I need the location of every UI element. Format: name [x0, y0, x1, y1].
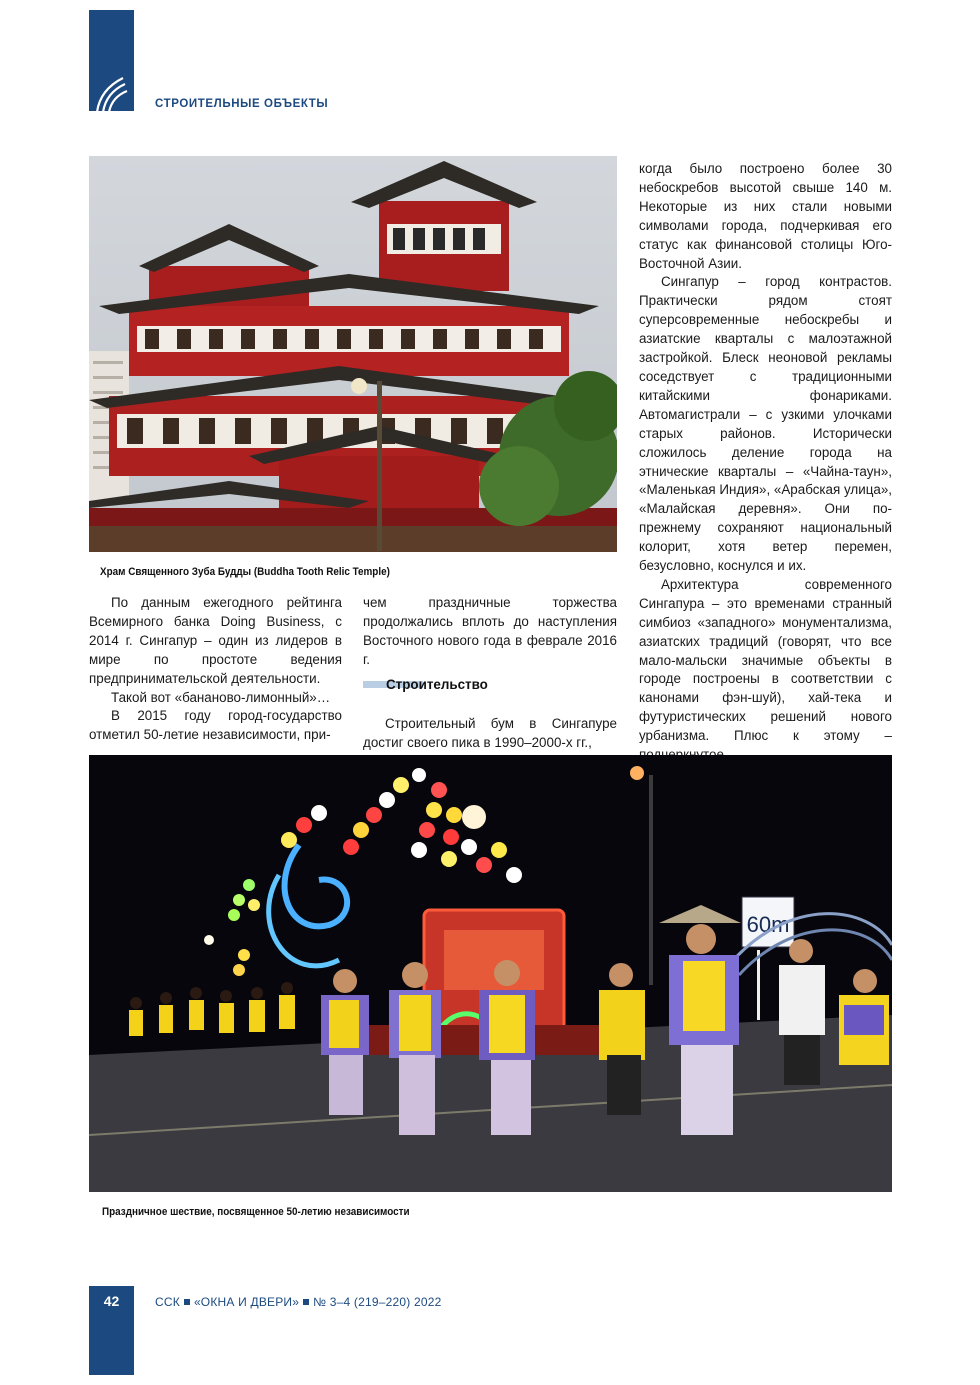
parade-photo: [89, 755, 892, 1192]
temple-photo: [89, 156, 617, 552]
page-number: 42: [103, 1293, 120, 1309]
distance-sign-text: 60m: [746, 912, 790, 937]
subheading-construction: Строительство: [386, 677, 488, 692]
section-title: СТРОИТЕЛЬНЫЕ ОБЪЕКТЫ: [155, 98, 329, 110]
temple-photo-caption: Храм Священного Зуба Будды (Buddha Tooth Relic Temple): [100, 566, 390, 578]
article-column-3: [639, 160, 892, 765]
separator-square-icon: [184, 1299, 190, 1305]
parade-photo-caption: Праздничное шествие, посвященное 50-летию независимости: [102, 1206, 410, 1218]
page-number-block: [89, 1286, 134, 1375]
separator-square-icon: [303, 1299, 309, 1305]
paragraph: когда было построено более 30 небоскребов высотой свыше 140 м. Некоторые из них стали новыми символами города, подчеркивая его статус как финансовой столицы Юго-Восточной Азии.: [639, 161, 892, 271]
paragraph: чем праздничные торжества продолжались вплоть до наступления Восточного нового года в феврале 2016 г.: [363, 595, 617, 667]
footer-publication-info: [155, 1295, 441, 1309]
footer-magazine: «ОКНА И ДВЕРИ»: [193, 1295, 300, 1309]
footer-publisher: ССК: [155, 1295, 180, 1309]
logo-block: [89, 10, 134, 111]
article-column-2: [363, 594, 617, 752]
paragraph: Такой вот «бананово-лимонный»…: [111, 689, 331, 705]
parade-illustration: [89, 755, 892, 1192]
article-column-1: [89, 594, 342, 745]
footer-issue: № 3–4 (219–220) 2022: [313, 1295, 442, 1309]
publisher-logo-icon: [93, 72, 129, 116]
paragraph: Строительный бум в Сингапуре достиг своего пика в 1990–2000-х гг.,: [363, 715, 617, 750]
paragraph: В 2015 году город-государство отметил 50-летие независимости, при-: [89, 708, 342, 743]
paragraph: По данным ежегодного рейтинга Всемирного банка Doing Business, с 2014 г. Сингапур – один из лидеров в мире по простоте ведения предпринимательской деятельности.: [89, 595, 342, 686]
paragraph: Сингапур – город контрастов. Практически рядом стоят суперсовременные небоскребы и азиатские кварталы с малоэтажной застройкой. Блеск неоновой рекламы соседствует с традиционными китайскими фонариками. Автомагистрали – с узкими улочками старых районов. Исторически сложилось деление города на этнические кварталы – «Чайна-таун», «Маленькая Индия», «Арабская улица», «Малайская деревня». Они по-прежнему сохраняют национальный колорит, хотя ветер перемен, безусловно, коснулся и их.: [639, 274, 892, 574]
paragraph: Архитектура современного Сингапура – это временами странный симбиоз «западного» монументализма, азиатских традиций (говорят, что все мало-мальски значимые объекты в городе построены в соответствии с канонами фэн-шуй), хай-тека и футуристических решений нового урбанизма. Плюс к этому –: [639, 576, 892, 744]
temple-illustration: [89, 156, 617, 552]
